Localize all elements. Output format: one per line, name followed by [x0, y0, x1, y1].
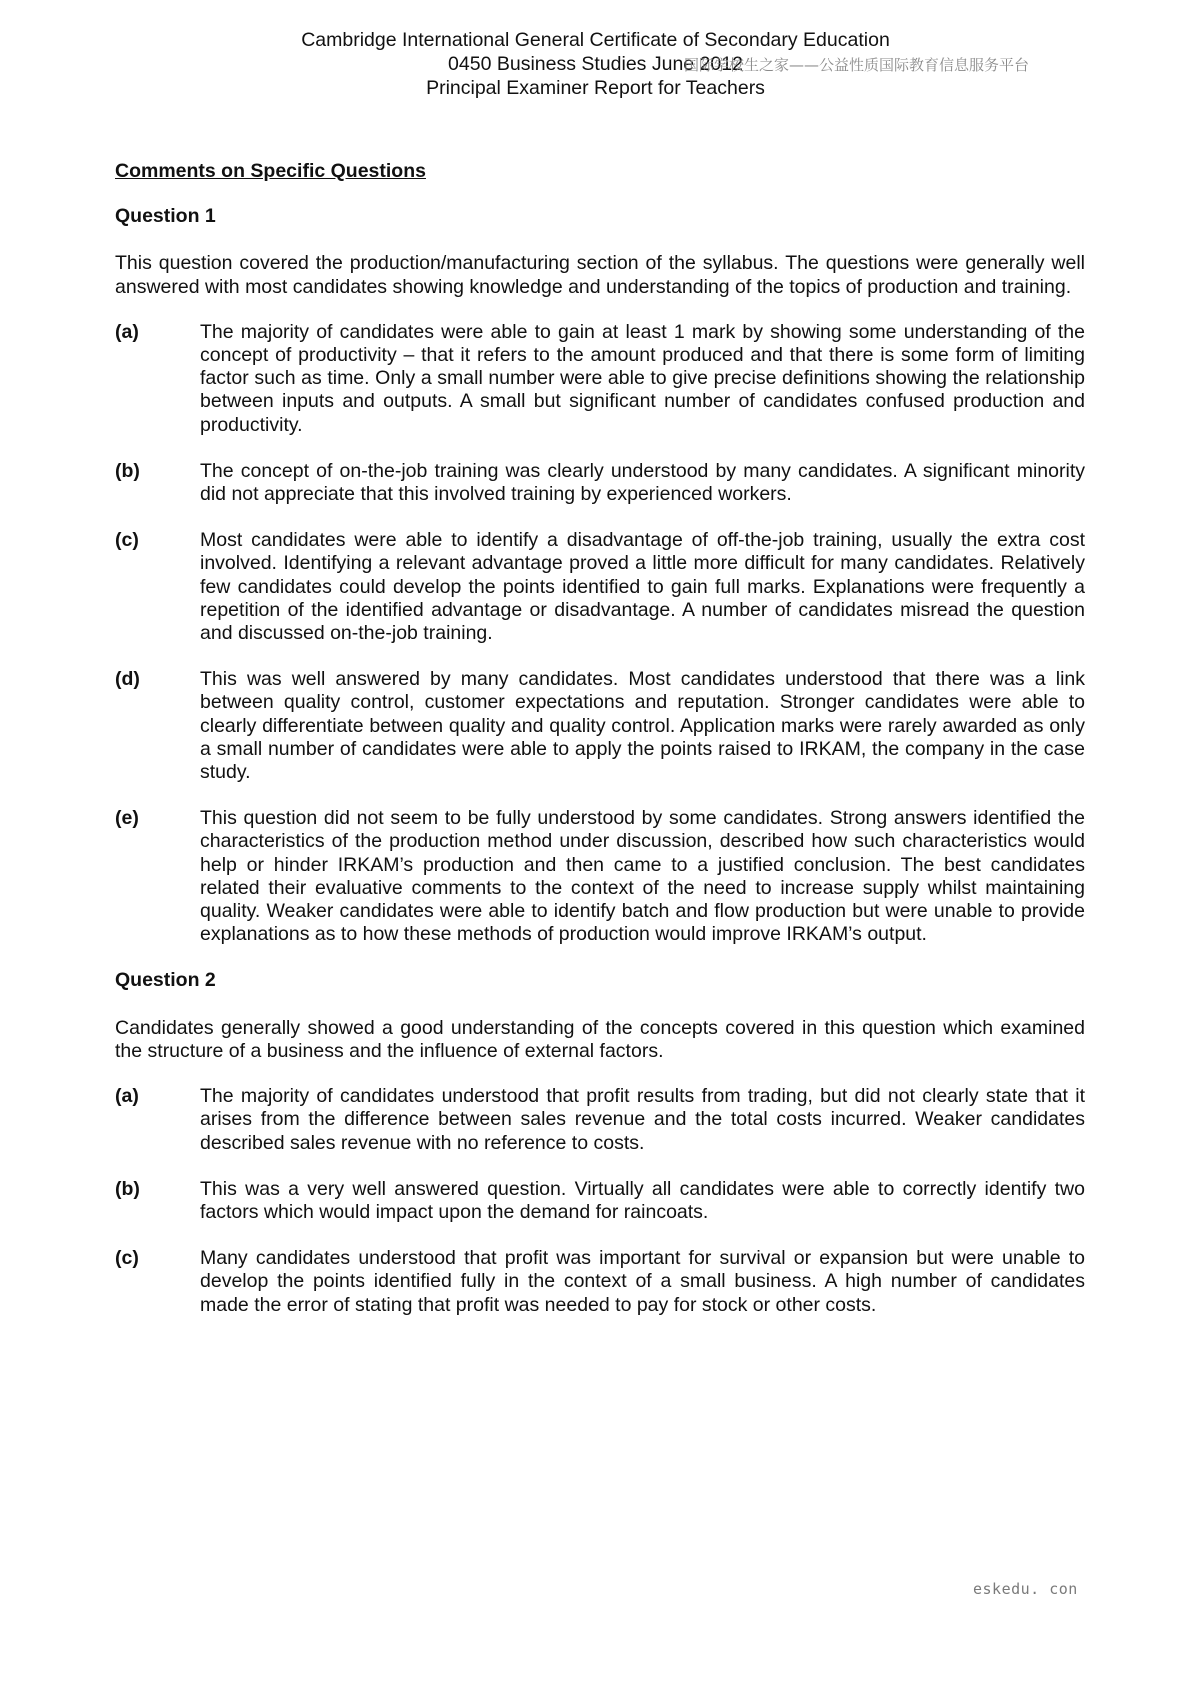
header-line-1: Cambridge International General Certificate of Secondary Education [301, 29, 890, 51]
question-1 [115, 205, 1085, 946]
part-label: (d) [115, 668, 140, 691]
part-label: (e) [115, 807, 139, 830]
question-title: Question 2 [115, 969, 216, 992]
question-part [115, 529, 1085, 645]
part-text: Most candidates were able to identify a disadvantage of off-the-job training, usually the extra cost involved. Identifying a relevant advantage proved a little more difficult for many candidates. Relatively few candidates could develop the points identified to gain full marks. Explanations were frequently a repetition of the identified advantage or disadvantage. A number of candidates misread the question and discussed on-the-job training. [200, 529, 1085, 645]
question-part [115, 1085, 1085, 1155]
header-line-3: Principal Examiner Report for Teachers [426, 77, 765, 99]
question-part [115, 668, 1085, 784]
question-intro: Candidates generally showed a good understanding of the concepts covered in this question which examined the structure of a business and the influence of external factors. [115, 1016, 1085, 1062]
section-title: Comments on Specific Questions [115, 160, 426, 182]
question-part [115, 1247, 1085, 1317]
part-label: (a) [115, 1085, 139, 1108]
part-label: (a) [115, 320, 139, 343]
part-text: This was well answered by many candidates. Most candidates understood that there was a link between quality control, customer expectations and reputation. Stronger candidates were able to clearly differentiate between quality and quality control. Application marks were rarely awarded as only a small number of candidates were able to apply the points raised to IRKAM, the company in the case study. [200, 668, 1085, 784]
part-text: The majority of candidates understood that profit results from trading, but did not clearly state that it arises from the difference between sales revenue and the total costs incurred. Weaker candidates described sales revenue with no reference to costs. [200, 1085, 1085, 1154]
question-2 [115, 969, 1085, 1316]
part-text: The majority of candidates were able to gain at least 1 mark by showing some understanding of the concept of productivity – that it refers to the amount produced and that there is some form of limiting factor such as time. Only a small number were able to give precise definitions showing the relationship between inputs and outputs. A small but significant number of candidates confused production and productivity. [200, 320, 1085, 436]
question-intro: This question covered the production/manufacturing section of the syllabus. The questions were generally well answered with most candidates showing knowledge and understanding of the topics of production and training. [115, 252, 1085, 298]
part-text: This question did not seem to be fully understood by some candidates. Strong answers identified the characteristics of the production method under discussion, described how such characteristics would help or hinder IRKAM’s production and then came to a justified conclusion. The best candidates related their evaluative comments to the context of the need to increase supply whilst maintaining quality. Weaker candidates were able to identify batch and flow production but were unable to provide explanations as to how these methods of production would improve IRKAM’s output. [200, 807, 1085, 946]
part-label: (b) [115, 459, 140, 482]
part-text: Many candidates understood that profit was important for survival or expansion but were unable to develop the points identified fully in the context of a small business. A high number of candidates made the error of stating that profit was needed to pay for stock or other costs. [200, 1247, 1085, 1316]
question-part [115, 321, 1085, 437]
question-part [115, 460, 1085, 506]
part-label: (c) [115, 529, 139, 552]
part-label: (c) [115, 1247, 139, 1270]
question-part [115, 1178, 1085, 1224]
question-title: Question 1 [115, 205, 216, 228]
header-line-2: 0450 Business Studies June 2012 [448, 53, 743, 75]
part-label: (b) [115, 1177, 140, 1200]
report-body [115, 160, 1085, 1340]
footer-site-watermark: eskedu. con [973, 1580, 1078, 1598]
watermark-text: 国际学校生之家——公益性质国际教育信息服务平台 [684, 56, 1030, 74]
question-part [115, 807, 1085, 946]
part-text: The concept of on-the-job training was clearly understood by many candidates. A significant minority did not appreciate that this involved training by experienced workers. [200, 459, 1085, 506]
part-text: This was a very well answered question. Virtually all candidates were able to correctly identify two factors which would impact upon the demand for raincoats. [200, 1177, 1085, 1223]
